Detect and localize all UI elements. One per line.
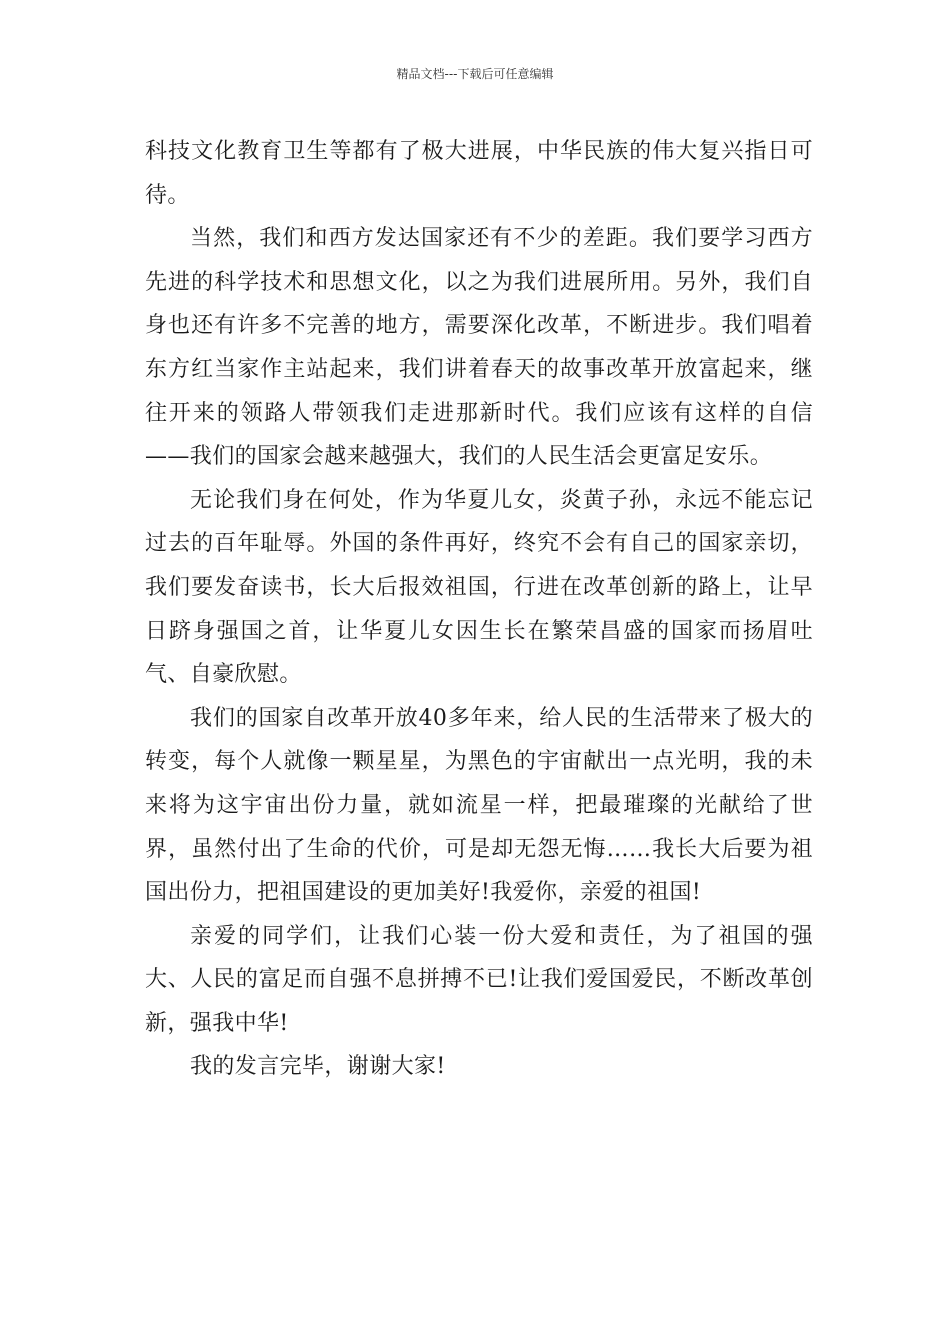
closing-paragraph: 我的发言完毕，谢谢大家! xyxy=(190,1054,446,1080)
paragraph-continued: 科技文化教育卫生等都有了极大进展，中华民族的伟大复兴指日可待。 xyxy=(145,139,813,208)
paragraph: 当然，我们和西方发达国家还有不少的差距。我们要学习西方先进的科学技术和思想文化，以之为我们进展所用。另外，我们自身也还有许多不完善的地方，需要深化改革，不断进步。我们唱着东方红当家作主站起来，我们讲着春天的故事改革开放富起来，继往开来的领路人带领我们走进那新时代。我们应该有这样的自信——我们的国家会越来越强大，我们的人民生活会更富足安乐。 xyxy=(145,226,813,470)
paragraph: 无论我们身在何处，作为华夏儿女，炎黄子孙，永远不能忘记过去的百年耻辱。外国的条件再好，终究不会有自己的国家亲切，我们要发奋读书，长大后报效祖国，行进在改革创新的路上，让早日跻身强国之首，让华夏儿女因生长在繁荣昌盛的国家而扬眉吐气、自豪欣慰。 xyxy=(145,487,813,688)
paragraph: 我们的国家自改革开放40多年来，给人民的生活带来了极大的转变，每个人就像一颗星星，为黑色的宇宙献出一点光明，我的未来将为这宇宙出份力量，就如流星一样，把最璀璨的光献给了世界，虽然付出了生命的代价，可是却无怨无悔……我长大后要为祖国出份力，把祖国建设的更加美好!我爱你，亲爱的祖国! xyxy=(145,705,813,906)
page-header: 精品文档---下载后可任意编辑 xyxy=(396,67,554,81)
document-body xyxy=(145,130,813,1089)
paragraph: 亲爱的同学们，让我们心装一份大爱和责任，为了祖国的强大、人民的富足而自强不息拼搏不已!让我们爱国爱民，不断改革创新，强我中华! xyxy=(145,923,813,1036)
